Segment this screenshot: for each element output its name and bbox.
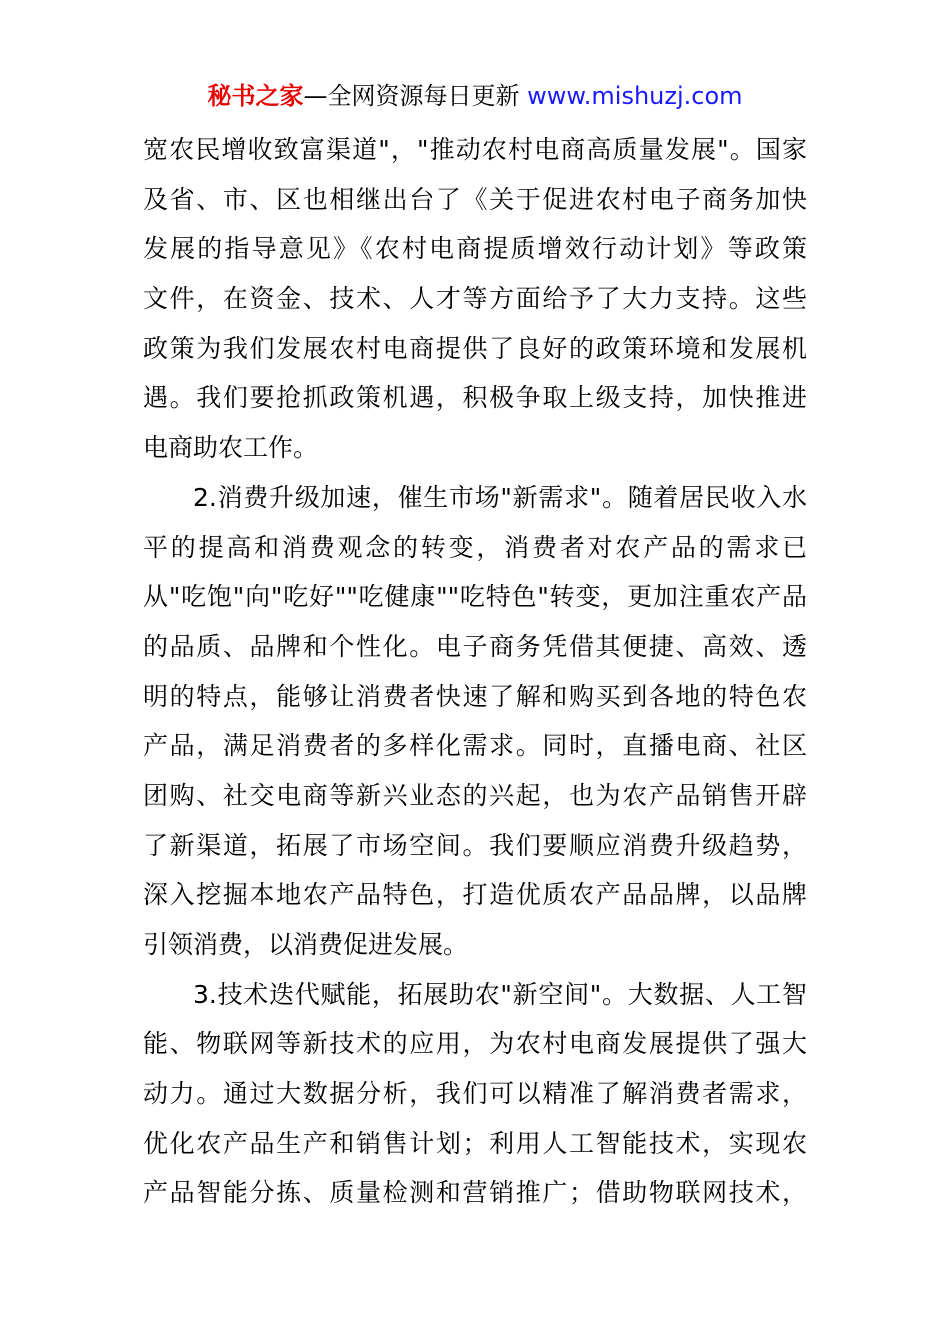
text-line: 了新渠道，拓展了市场空间。我们要顺应消费升级趋势， <box>143 830 807 860</box>
text-line: 产品智能分拣、质量检测和营销推广；借助物联网技术， <box>143 1178 807 1208</box>
text-line: 能、物联网等新技术的应用，为农村电商发展提供了强大 <box>143 1029 807 1059</box>
text-line: 团购、社交电商等新兴业态的兴起，也为农产品销售开辟 <box>143 780 807 810</box>
text-line: 政策为我们发展农村电商提供了良好的政策环境和发展机 <box>143 333 807 363</box>
text-line: 的品质、品牌和个性化。电子商务凭借其便捷、高效、透 <box>143 631 807 661</box>
text-line: 电商助农工作。 <box>143 433 319 463</box>
paragraph-start-line: 2.消费升级加速，催生市场"新需求"。随着居民收入水 <box>193 482 807 512</box>
text-line: 文件，在资金、技术、人才等方面给予了大力支持。这些 <box>143 284 807 314</box>
text-line: 动力。通过大数据分析，我们可以精准了解消费者需求， <box>143 1079 807 1109</box>
text-line: 宽农民增收致富渠道"，"推动农村电商高质量发展"。国家 <box>143 135 807 164</box>
text-line: 遇。我们要抢抓政策机遇，积极争取上级支持，加快推进 <box>143 383 807 413</box>
text-line: 及省、市、区也相继出台了《关于促进农村电子商务加快 <box>143 184 807 214</box>
page-header <box>0 80 950 112</box>
paragraph-start-line: 3.技术迭代赋能，拓展助农"新空间"。大数据、人工智 <box>193 979 807 1009</box>
site-slogan: —全网资源每日更新 <box>303 82 528 110</box>
text-line: 从"吃饱"向"吃好""吃健康""吃特色"转变，更加注重农产品 <box>143 582 807 612</box>
text-line: 产品，满足消费者的多样化需求。同时，直播电商、社区 <box>143 731 807 761</box>
text-line: 平的提高和消费观念的转变，消费者对农产品的需求已 <box>143 532 807 562</box>
site-url-link[interactable]: www.mishuzj.com <box>527 82 743 110</box>
text-line: 优化农产品生产和销售计划；利用人工智能技术，实现农 <box>143 1128 807 1158</box>
document-body <box>143 125 807 1218</box>
text-line: 明的特点，能够让消费者快速了解和购买到各地的特色农 <box>143 681 807 711</box>
site-brand: 秘书之家 <box>207 82 304 110</box>
text-line: 深入挖掘本地农产品特色，打造优质农产品品牌，以品牌 <box>143 880 807 910</box>
text-line: 发展的指导意见》《农村电商提质增效行动计划》等政策 <box>143 234 807 264</box>
text-line: 引领消费，以消费促进发展。 <box>143 930 469 959</box>
